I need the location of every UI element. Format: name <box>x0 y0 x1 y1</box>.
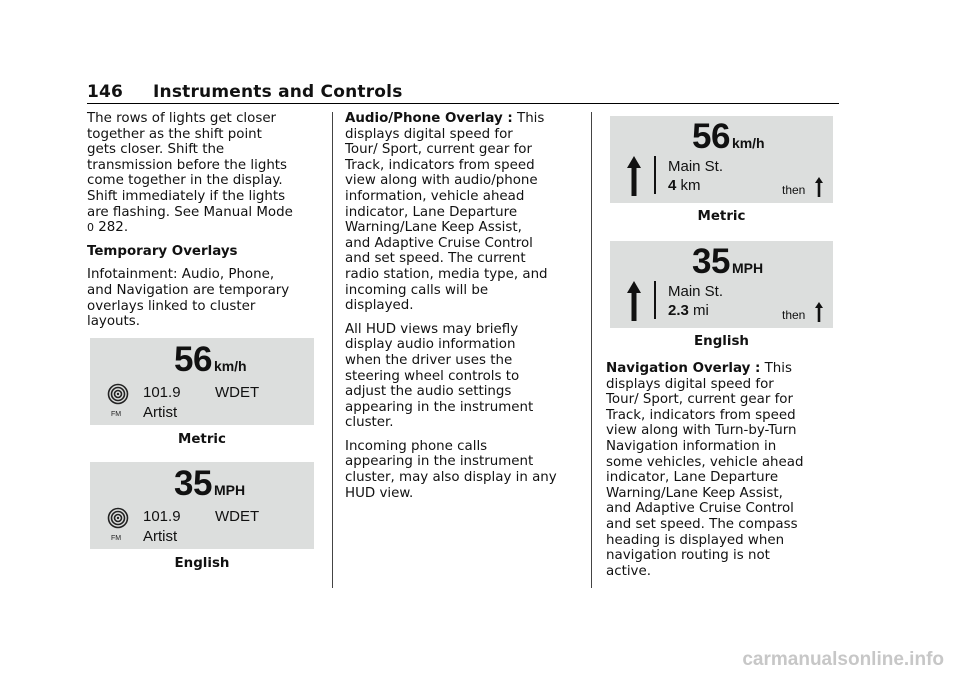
left-column <box>87 111 327 338</box>
heading-audio-phone-overlay: Audio/Phone Overlay : <box>345 111 513 126</box>
column-divider-right <box>591 112 592 588</box>
hud-speed: 56 km/h <box>692 117 765 156</box>
radio-frequency: 101.9 <box>143 384 181 401</box>
caption-nav-metric: Metric <box>697 209 746 224</box>
hud-speed: 56 km/h <box>174 340 247 379</box>
radio-station: WDET <box>215 508 260 525</box>
next-arrow-icon <box>815 302 823 322</box>
nav-overlay-metric-figure <box>610 116 833 203</box>
caption-audio-english: English <box>174 556 230 571</box>
subheading-temporary-overlays: Temporary Overlays <box>87 243 238 259</box>
paragraph-navigation-overlay: Navigation Overlay : This displays digital speed for Tour/ Sport, current gear for Track, indicators from speed view along with Turn-by-Turn Navigation information in some vehicles, vehicle ahead indicator, Lane Departure Warning/Lane Keep Assist, and Adaptive Cruise Control and set speed. The compass heading is displayed when navigation routing is not active. <box>606 361 804 579</box>
radio-icon <box>107 507 129 529</box>
divider-bar <box>654 156 656 194</box>
straight-arrow-icon <box>627 281 641 321</box>
divider-bar <box>654 281 656 319</box>
paragraph-phone-calls: Incoming phone calls appearing in the instrument cluster, may also display in any HUD view. <box>345 438 557 501</box>
audio-overlay-english-figure <box>90 462 314 549</box>
turn-distance: 2.3 mi <box>668 302 709 319</box>
radio-icon <box>107 383 129 405</box>
paragraph-infotainment: Infotainment: Audio, Phone, and Navigation are temporary overlays linked to cluster layouts. <box>87 267 290 330</box>
xref-icon: 0 <box>87 221 94 235</box>
fm-band-label: FM <box>111 411 122 418</box>
column-divider-left <box>332 112 333 588</box>
caption-nav-english: English <box>694 334 749 349</box>
nav-overlay-english-figure <box>610 241 833 328</box>
then-label: then <box>782 183 806 197</box>
header-rule <box>87 103 839 104</box>
artist-name: Artist <box>143 528 178 545</box>
paragraph-audio-phone-overlay: Audio/Phone Overlay : This displays digital speed for Tour/ Sport, current gear for Track, indicators from speed view along with audio/phone information, vehicle ahead indicator, Lane Departure Warning/Lane Keep Assist, and Adaptive Cruise Control and set speed. The current radio station, media type, and incoming calls will be displayed. <box>345 111 548 314</box>
audio-overlay-metric-figure <box>90 338 314 425</box>
radio-frequency: 101.9 <box>143 508 181 525</box>
radio-station: WDET <box>215 384 260 401</box>
caption-audio-metric: Metric <box>178 432 226 447</box>
page-number: 146 <box>87 82 124 102</box>
artist-name: Artist <box>143 404 178 421</box>
fm-band-label: FM <box>111 535 122 542</box>
straight-arrow-icon <box>627 156 641 196</box>
street-name: Main St. <box>668 158 724 175</box>
middle-column <box>345 111 585 509</box>
turn-distance: 4 km <box>668 177 701 194</box>
right-column <box>606 361 846 587</box>
next-arrow-icon <box>815 177 823 197</box>
hud-speed: 35 MPH <box>174 464 246 503</box>
section-title: Instruments and Controls <box>153 82 403 102</box>
hud-speed: 35 MPH <box>692 242 764 281</box>
heading-navigation-overlay: Navigation Overlay : <box>606 361 761 376</box>
page-header <box>87 82 403 102</box>
paragraph-hud-views: All HUD views may briefly display audio information when the driver uses the steering wheel controls to adjust the audio settings appearing in the instrument cluster. <box>345 321 534 431</box>
then-label: then <box>782 308 806 322</box>
street-name: Main St. <box>668 283 724 300</box>
paragraph-shift-lights: The rows of lights get closer together as the shift point gets closer. Shift the transmission before the lights come together in the display. Shift immediately if the lights are flashing. See Manual Mode 0 282. <box>87 111 293 236</box>
xref-page-link[interactable]: 282. <box>98 220 129 236</box>
watermark: carmanualsonline.info <box>742 649 944 670</box>
